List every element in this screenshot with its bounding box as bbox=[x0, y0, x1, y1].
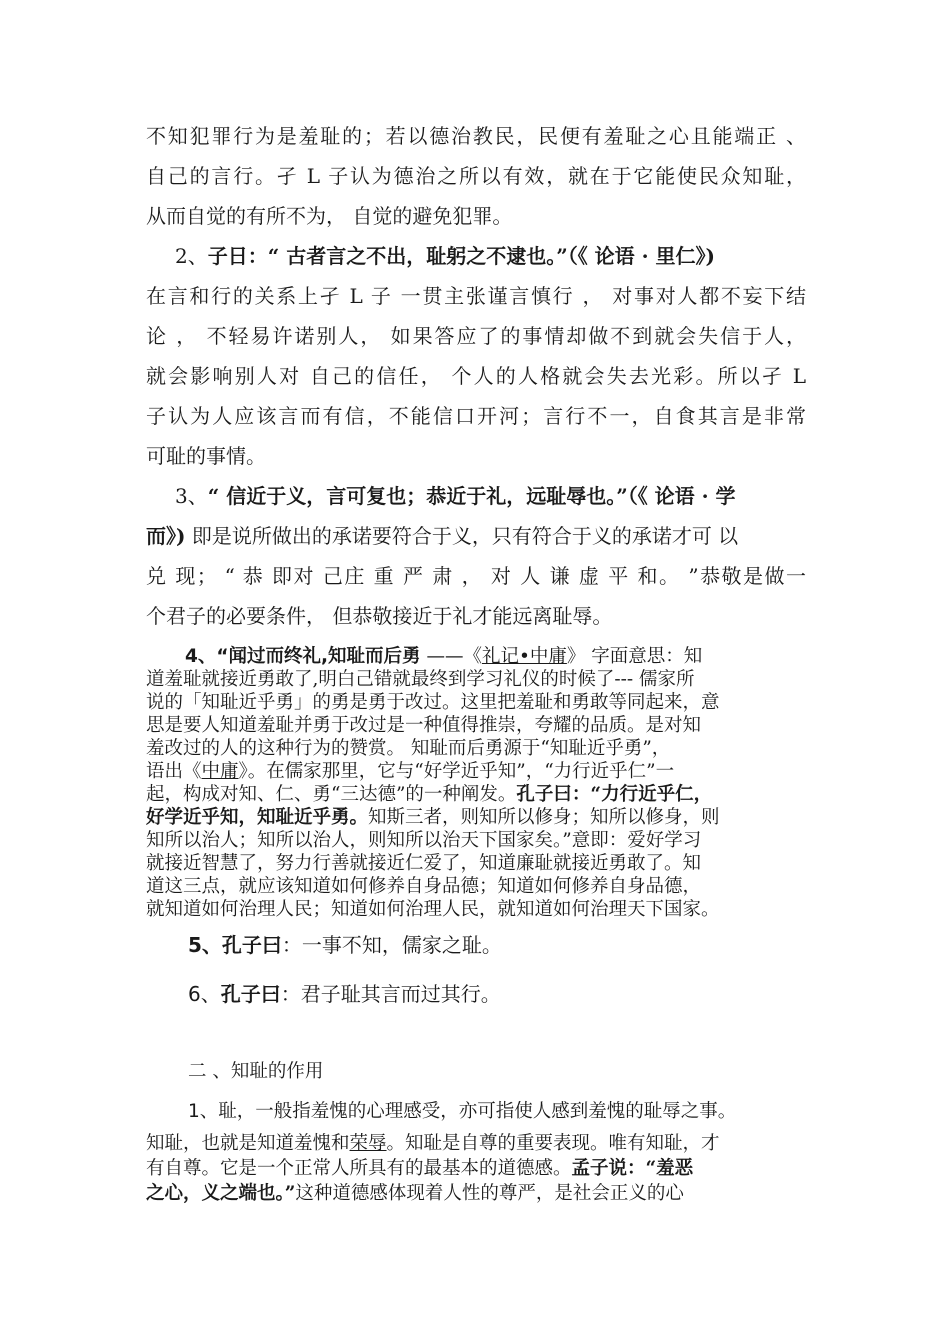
paragraph-line: 个君子的必要条件， 但恭敬接近于礼才能远离耻辱。 bbox=[146, 604, 613, 628]
body-text: 语出《 bbox=[146, 761, 202, 782]
paragraph-line: 不知犯罪行为是羞耻的；若以德治教民，民便有羞耻之心且能端正 、 bbox=[146, 124, 806, 148]
paragraph-line: 就知道如何治理人民；知道如何治理人民，就知道如何治理天下国家。 bbox=[146, 899, 720, 920]
item-number: 3、 bbox=[175, 484, 208, 508]
paragraph-line: 就接近智慧了，努力行善就接近仁爱了，知道廉耻就接近勇敢了。知 bbox=[146, 853, 702, 874]
paragraph-line: 自己的言行。孑 L 子认为德治之所以有效，就在于它能使民众知耻， bbox=[146, 164, 806, 188]
paragraph-line: 知所以治人；知所以治人，则知所以治天下国家矣。”意即：爱好学习 bbox=[146, 830, 702, 851]
paragraph-line bbox=[146, 784, 712, 806]
body-text: ：君子耻其言而过其行。 bbox=[280, 982, 501, 1006]
section-heading: 二 、知耻的作用 bbox=[188, 1061, 324, 1082]
paragraph-line bbox=[146, 1133, 720, 1155]
paragraph-line: 就会影响别人对 自己的信任， 个人的人格就会失去光彩。所以孑 L bbox=[146, 364, 806, 388]
quote-heading-3 bbox=[175, 484, 736, 508]
quote-text: 孔子曰：“力行近乎仁， bbox=[516, 784, 713, 805]
quote-heading-6 bbox=[188, 982, 501, 1006]
paragraph-line bbox=[146, 761, 674, 783]
paragraph-line: 兑 现； “ 恭 即对 己庄 重 严 肃 ， 对 人 谦 虚 平 和。 ”恭敬是做一 bbox=[146, 564, 806, 588]
quote-text: 之心，义之端也。” bbox=[146, 1183, 296, 1204]
body-text: 即是说所做出的承诺要符合于义，只有符合于义的承诺才可 以 bbox=[185, 524, 739, 548]
body-text: ：一事不知，儒家之耻。 bbox=[281, 933, 502, 957]
quote-text: 孟子说：“羞恶 bbox=[571, 1158, 694, 1179]
paragraph-line bbox=[146, 1183, 684, 1205]
body-text: 有自尊。它是一个正常人所具有的最基本的道德感。 bbox=[146, 1158, 572, 1179]
quote-text: 4、“闻过而终礼,知耻而后勇 bbox=[185, 646, 421, 667]
quote-heading-5 bbox=[188, 933, 502, 957]
paragraph-line: 子认为人应该言而有信，不能信口开河；言行不一，自食其言是非常 bbox=[146, 404, 806, 428]
source-link: 中庸 bbox=[201, 761, 239, 782]
source-link: 礼记•中庸 bbox=[481, 646, 567, 667]
paragraph-line: 羞改过的人的这种行为的赞赏。 知耻而后勇源于“知耻近乎勇”， bbox=[146, 738, 671, 759]
body-text: 》。在儒家那里，它与“好学近乎知”，“力行近乎仁”一 bbox=[238, 761, 675, 782]
item-number: 2、 bbox=[175, 244, 208, 268]
body-text: 知耻，也就是知道羞愧和 bbox=[146, 1133, 350, 1154]
paragraph-line: 在言和行的关系上孑 L 子 一贯主张谨言慎行 ， 对事对人都不妄下结 bbox=[146, 284, 806, 308]
paragraph-line: 1、耻，一般指羞愧的心理感受，亦可指使人感到羞愧的耻辱之事。 bbox=[188, 1101, 737, 1122]
source-link: 荣辱 bbox=[349, 1133, 387, 1154]
paragraph-line: 从而自觉的有所不为， 自觉的避免犯罪。 bbox=[146, 204, 513, 228]
body-text: 起，构成对知、仁、勇“三达德”的一种阐发。 bbox=[146, 784, 517, 805]
quote-heading-4 bbox=[185, 646, 702, 668]
quote-text: “ 信近于义，言可复也；恭近于礼，远耻辱也。”（《 论语 · 学 bbox=[207, 484, 736, 508]
paragraph-line: 论 ， 不轻易许诺别人， 如果答应了的事情却做不到就会失信于人， bbox=[146, 324, 806, 348]
paragraph-line bbox=[146, 1158, 693, 1180]
paragraph-line: 道这三点，就应该知道如何修养自身品德；知道如何修养自身品德， bbox=[146, 876, 702, 897]
body-text: 知斯三者，则知所以修身；知所以修身，则 bbox=[368, 807, 720, 828]
paragraph-line: 道羞耻就接近勇敢了,明白己错就最终到学习礼仪的时候了--- 儒家所 bbox=[146, 669, 695, 690]
quote-text: 好学近乎知，知耻近乎勇。 bbox=[146, 807, 369, 828]
item-number: 6、 bbox=[188, 982, 221, 1006]
body-text: 。知耻是自尊的重要表现。唯有知耻，才 bbox=[386, 1133, 720, 1154]
paragraph-line: 思是要人知道羞耻并勇于改过是一种值得推崇，夸耀的品质。是对知 bbox=[146, 715, 702, 736]
quote-text: 子日：“ 古者言之不出，耻躬之不逮也。”（《 论语 · 里仁》) bbox=[207, 244, 716, 268]
paragraph-line: 说的「知耻近乎勇」的勇是勇于改过。这里把羞耻和勇敢等同起来，意 bbox=[146, 692, 720, 713]
quote-text: 而》) bbox=[146, 524, 186, 548]
paragraph-line: 可耻的事情。 bbox=[146, 444, 266, 468]
body-text: ——《 bbox=[420, 646, 482, 667]
body-text: 》 字面意思：知 bbox=[566, 646, 703, 667]
paragraph-line bbox=[146, 524, 738, 548]
quote-text: 孔子曰 bbox=[220, 982, 281, 1006]
quote-heading-2 bbox=[175, 244, 715, 268]
quote-text: 5、孔子曰 bbox=[188, 933, 282, 957]
paragraph-line bbox=[146, 807, 720, 829]
body-text: 这种道德感体现着人性的尊严，是社会正义的心 bbox=[295, 1183, 684, 1204]
